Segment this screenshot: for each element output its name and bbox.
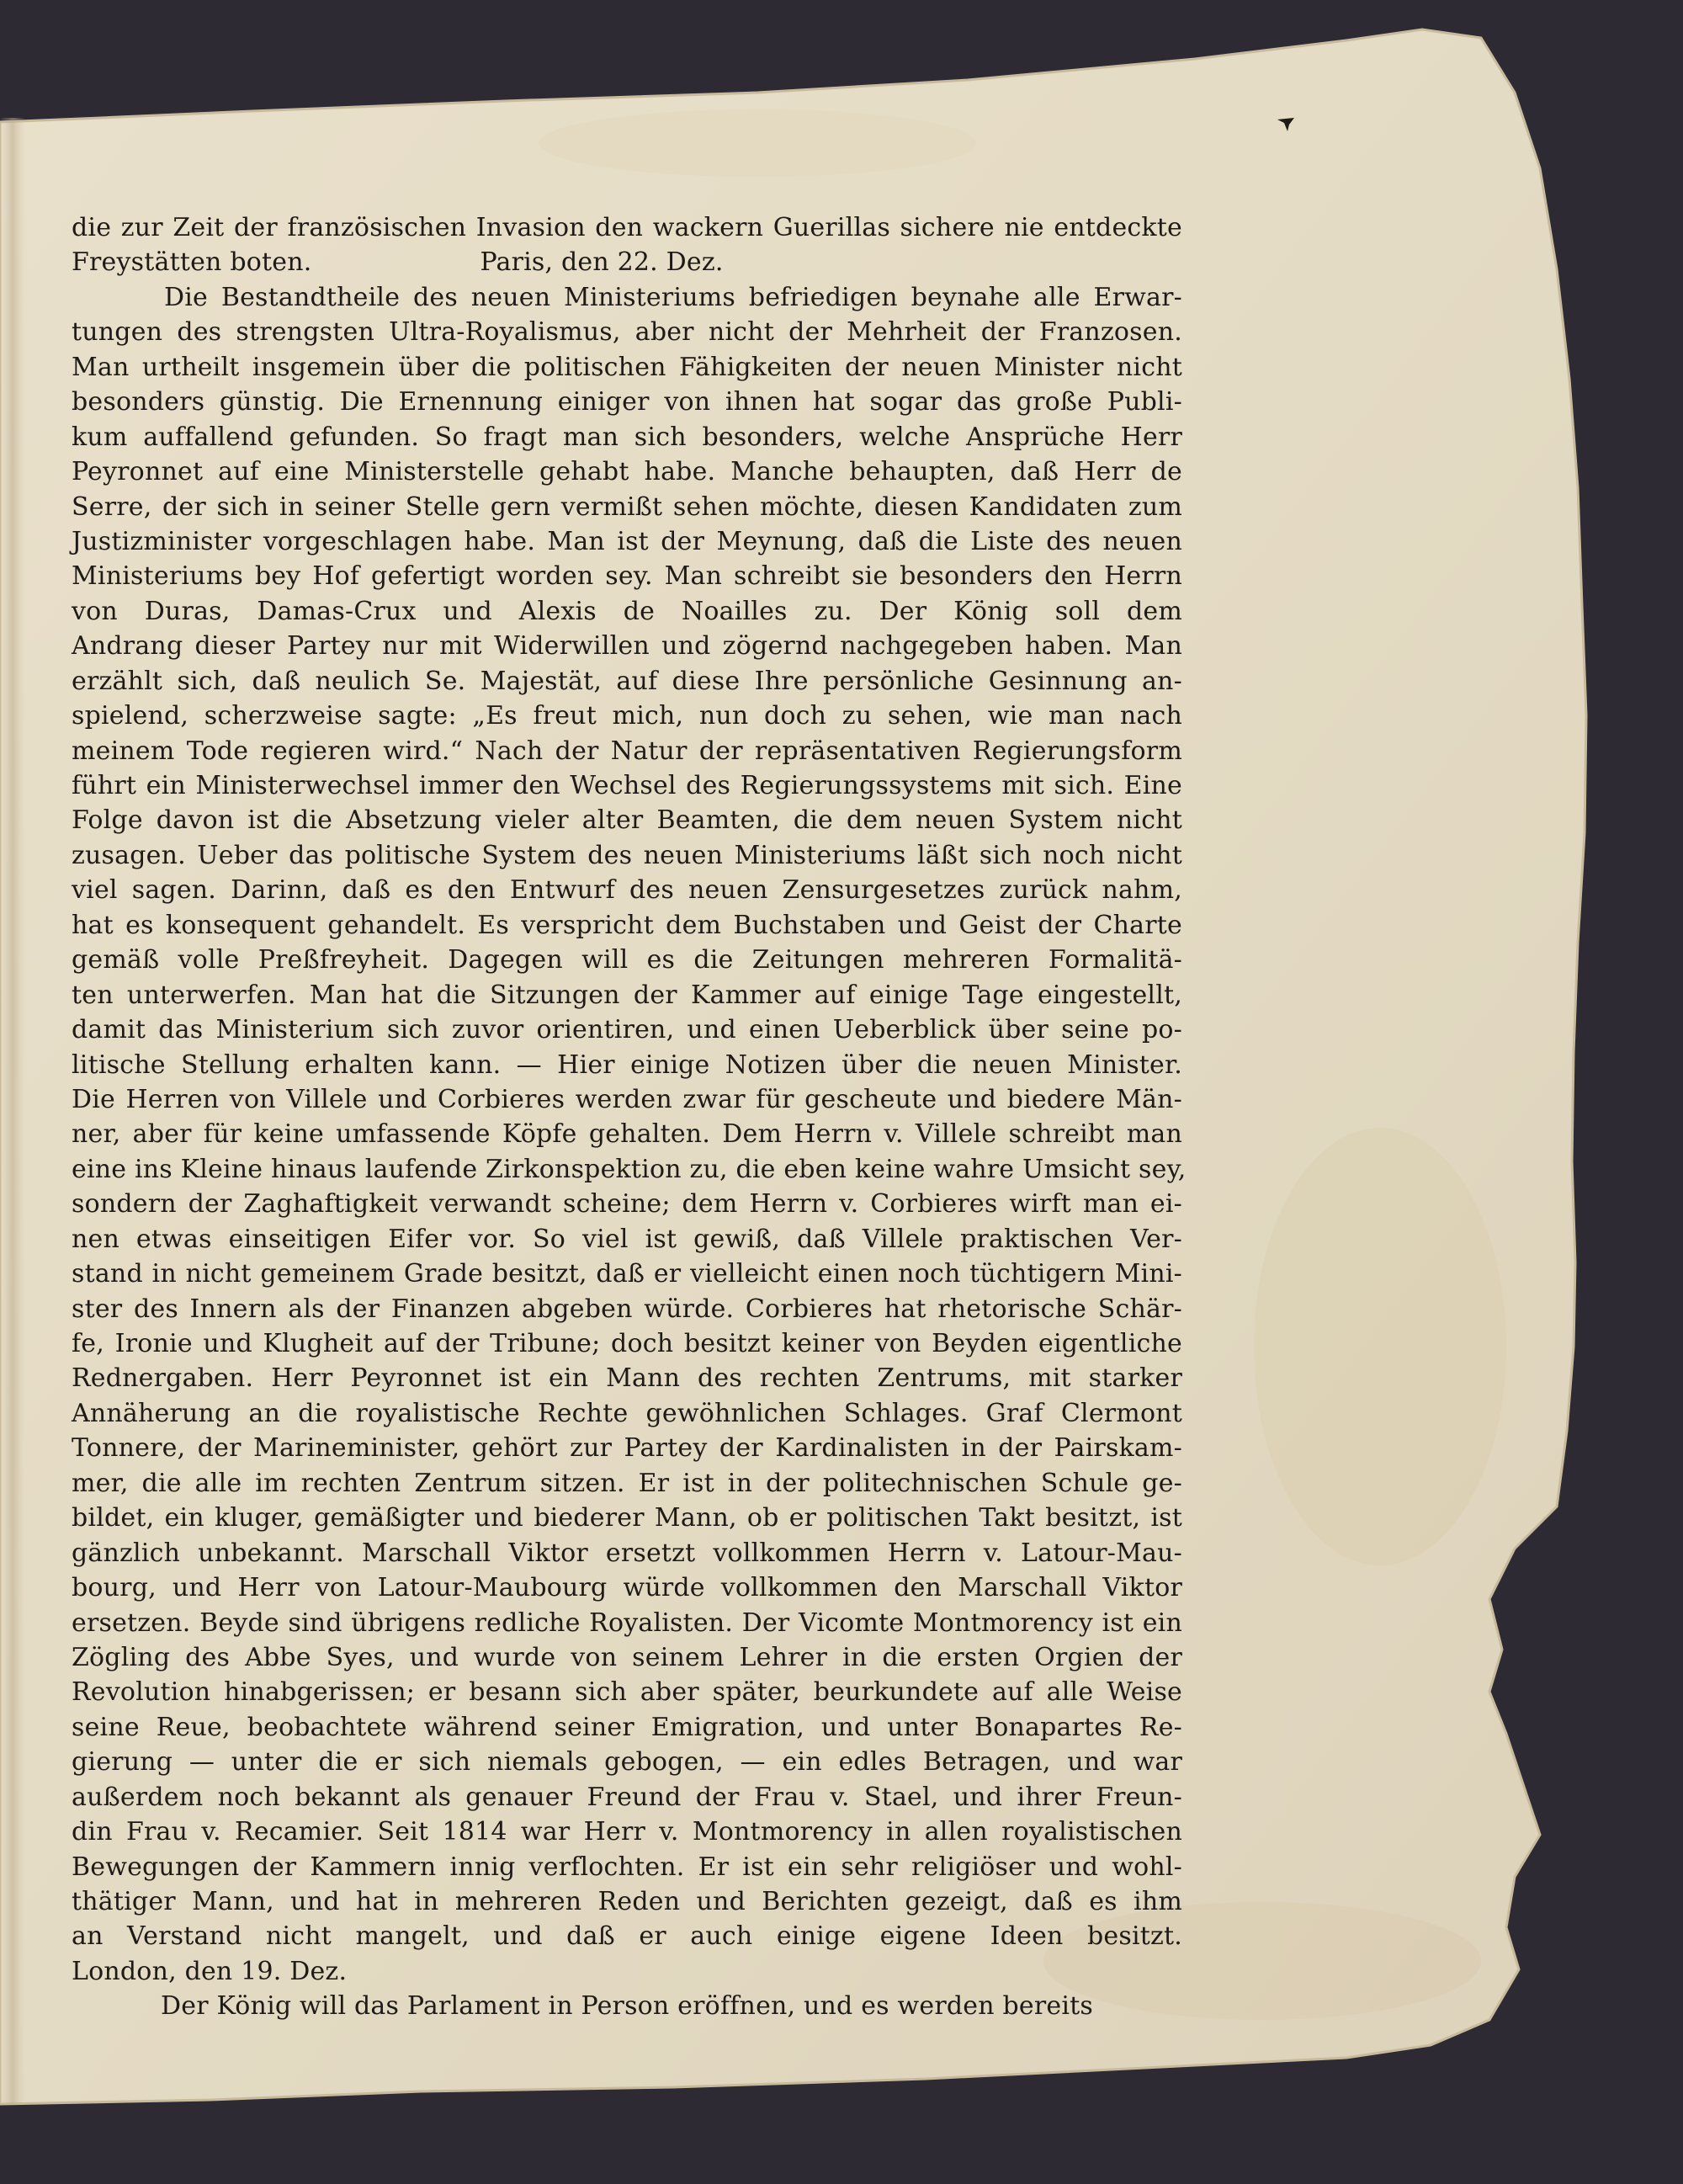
- text-line: kum auffallend gefunden. So fragt man sich besonders, welche Ansprüche Herr: [72, 422, 1182, 452]
- text-line: führt ein Ministerwechsel immer den Wechsel des Regierungssystems mit sich. Eine: [72, 771, 1182, 800]
- text-line: stand in nicht gemeinem Grade besitzt, daß er vielleicht einen noch tüchtigern Mini-: [72, 1259, 1182, 1289]
- dateline-london: Der König will das Parlament in Person eröffnen, und es werden bereits: [161, 1991, 1093, 2022]
- text-line: bildet, ein kluger, gemäßigter und biederer Mann, ob er politischen Takt besitzt, ist: [72, 1503, 1182, 1533]
- text-line: London, den 19. Dez.: [72, 1956, 348, 1986]
- ink-mark-icon: [1277, 116, 1298, 131]
- text-line: außerdem noch bekannt als genauer Freund der Frau v. Stael, und ihrer Freun-: [72, 1782, 1182, 1812]
- text-line-fragment: Freystätten boten.: [72, 247, 312, 278]
- text-line: ner, aber für keine umfassende Köpfe gehalten. Dem Herrn v. Villele schreibt man: [72, 1119, 1182, 1150]
- text-line: din Frau v. Recamier. Seit 1814 war Herr v. Montmorency in allen royalistischen: [72, 1817, 1182, 1847]
- text-line: seine Reue, beobachtete während seiner Emigration, und unter Bonapartes Re-: [72, 1712, 1182, 1742]
- text-line: Annäherung an die royalistische Rechte gewöhnlichen Schlages. Graf Clermont: [72, 1398, 1182, 1428]
- text-line: nen etwas einseitigen Eifer vor. So viel ist gewiß, daß Villele praktischen Ver-: [72, 1224, 1182, 1254]
- text-line: sondern der Zaghaftigkeit verwandt scheine; dem Herrn v. Corbieres wirft man ei-: [72, 1189, 1182, 1220]
- text-line: Revolution hinabgerissen; er besann sich aber später, beurkundete auf alle Weise: [72, 1677, 1182, 1708]
- text-line: von Duras, Damas-Crux und Alexis de Noailles zu. Der König soll dem: [72, 596, 1182, 626]
- text-line: Zögling des Abbe Syes, und wurde von seinem Lehrer in die ersten Orgien der: [72, 1642, 1182, 1672]
- text-line: besonders günstig. Die Ernennung einiger von ihnen hat sogar das große Publi-: [72, 387, 1182, 417]
- text-line: eine ins Kleine hinaus laufende Zirkonspektion zu, die eben keine wahre Umsicht sey,: [72, 1154, 1187, 1184]
- text-line: fe, Ironie und Klugheit auf der Tribune; doch besitzt keiner von Beyden eigentliche: [72, 1329, 1182, 1358]
- text-line: meinem Tode regieren wird.“ Nach der Natur der repräsentativen Regierungsform: [72, 736, 1182, 766]
- text-line: ersetzen. Beyde sind übrigens redliche Royalisten. Der Vicomte Montmorency ist ein: [72, 1607, 1182, 1638]
- text-line: mer, die alle im rechten Zentrum sitzen. Er ist in der politechnischen Schule ge-: [72, 1468, 1182, 1498]
- text-line: ster des Innern als der Finanzen abgeben würde. Corbieres hat rhetorische Schär-: [72, 1294, 1182, 1324]
- text-line: Folge davon ist die Absetzung vieler alter Beamten, die dem neuen System nicht: [72, 805, 1182, 836]
- text-line: [72, 245, 1182, 279]
- dateline-paris: Paris, den 22. Dez.: [480, 247, 724, 278]
- text-line: hat es konsequent gehandelt. Es verspricht dem Buchstaben und Geist der Charte: [72, 910, 1182, 940]
- text-line: thätiger Mann, und hat in mehreren Reden und Berichten gezeigt, daß es ihm: [72, 1887, 1182, 1916]
- text-line: Peyronnet auf eine Ministerstelle gehabt habe. Manche behaupten, daß Herr de: [72, 457, 1182, 487]
- text-line: Justizminister vorgeschlagen habe. Man ist der Meynung, daß die Liste des neuen: [72, 526, 1182, 556]
- text-line: gemäß volle Preßfreyheit. Dagegen will es die Zeitungen mehreren Formalitä-: [72, 945, 1182, 975]
- article-text: [72, 210, 1187, 2059]
- text-line: Serre, der sich in seiner Stelle gern vermißt sehen möchte, diesen Kandidaten zum: [72, 492, 1182, 522]
- text-line: Ministeriums bey Hof gefertigt worden sey. Man schreibt sie besonders den Herrn: [72, 561, 1182, 592]
- text-line: spielend, scherzweise sagte: „Es freut mich, nun doch zu sehen, wie man nach: [72, 701, 1182, 731]
- text-line: Die Bestandtheile des neuen Ministeriums befriedigen beynahe alle Erwar-: [164, 282, 1182, 312]
- text-line: zusagen. Ueber das politische System des neuen Ministeriums läßt sich noch nicht: [72, 840, 1182, 870]
- text-line: bourg, und Herr von Latour-Maubourg würde vollkommen den Marschall Viktor: [72, 1573, 1182, 1603]
- text-line: [72, 2024, 1182, 2059]
- text-line: ten unterwerfen. Man hat die Sitzungen der Kammer auf einige Tage eingestellt,: [72, 980, 1182, 1010]
- text-line: viel sagen. Darinn, daß es den Entwurf des neuen Zensurgesetzes zurück nahm,: [72, 875, 1182, 906]
- text-line: Man urtheilt insgemein über die politischen Fähigkeiten der neuen Minister nicht: [72, 352, 1182, 382]
- text-line: litische Stellung erhalten kann. — Hier einige Notizen über die neuen Minister.: [72, 1049, 1182, 1080]
- text-line: tungen des strengsten Ultra-Royalismus, aber nicht der Mehrheit der Franzosen.: [72, 317, 1182, 348]
- text-line: damit das Ministerium sich zuvor orientiren, und einen Ueberblick über seine po-: [72, 1015, 1182, 1045]
- text-line: Die Herren von Villele und Corbieres werden zwar für gescheute und biedere Män-: [72, 1084, 1182, 1114]
- text-line: gänzlich unbekannt. Marschall Viktor ersetzt vollkommen Herrn v. Latour-Mau-: [72, 1538, 1182, 1568]
- text-line: Rednergaben. Herr Peyronnet ist ein Mann des rechten Zentrums, mit starker: [72, 1363, 1182, 1394]
- text-line: die zur Zeit der französischen Invasion den wackern Guerillas sichere nie entdeckte: [72, 213, 1182, 242]
- text-line: Tonnere, der Marineminister, gehört zur Partey der Kardinalisten in der Pairskam-: [72, 1433, 1182, 1464]
- text-line: Andrang dieser Partey nur mit Widerwillen und zögernd nachgegeben haben. Man: [72, 631, 1182, 662]
- text-line: erzählt sich, daß neulich Se. Majestät, auf diese Ihre persönliche Gesinnung an-: [72, 666, 1182, 696]
- text-line: gierung — unter die er sich niemals gebogen, — ein edles Betragen, und war: [72, 1747, 1182, 1777]
- text-line: Bewegungen der Kammern innig verflochten. Er ist ein sehr religiöser und wohl-: [72, 1852, 1182, 1882]
- text-line: an Verstand nicht mangelt, und daß er auch einige eigene Ideen besitzt.: [72, 1921, 1182, 1952]
